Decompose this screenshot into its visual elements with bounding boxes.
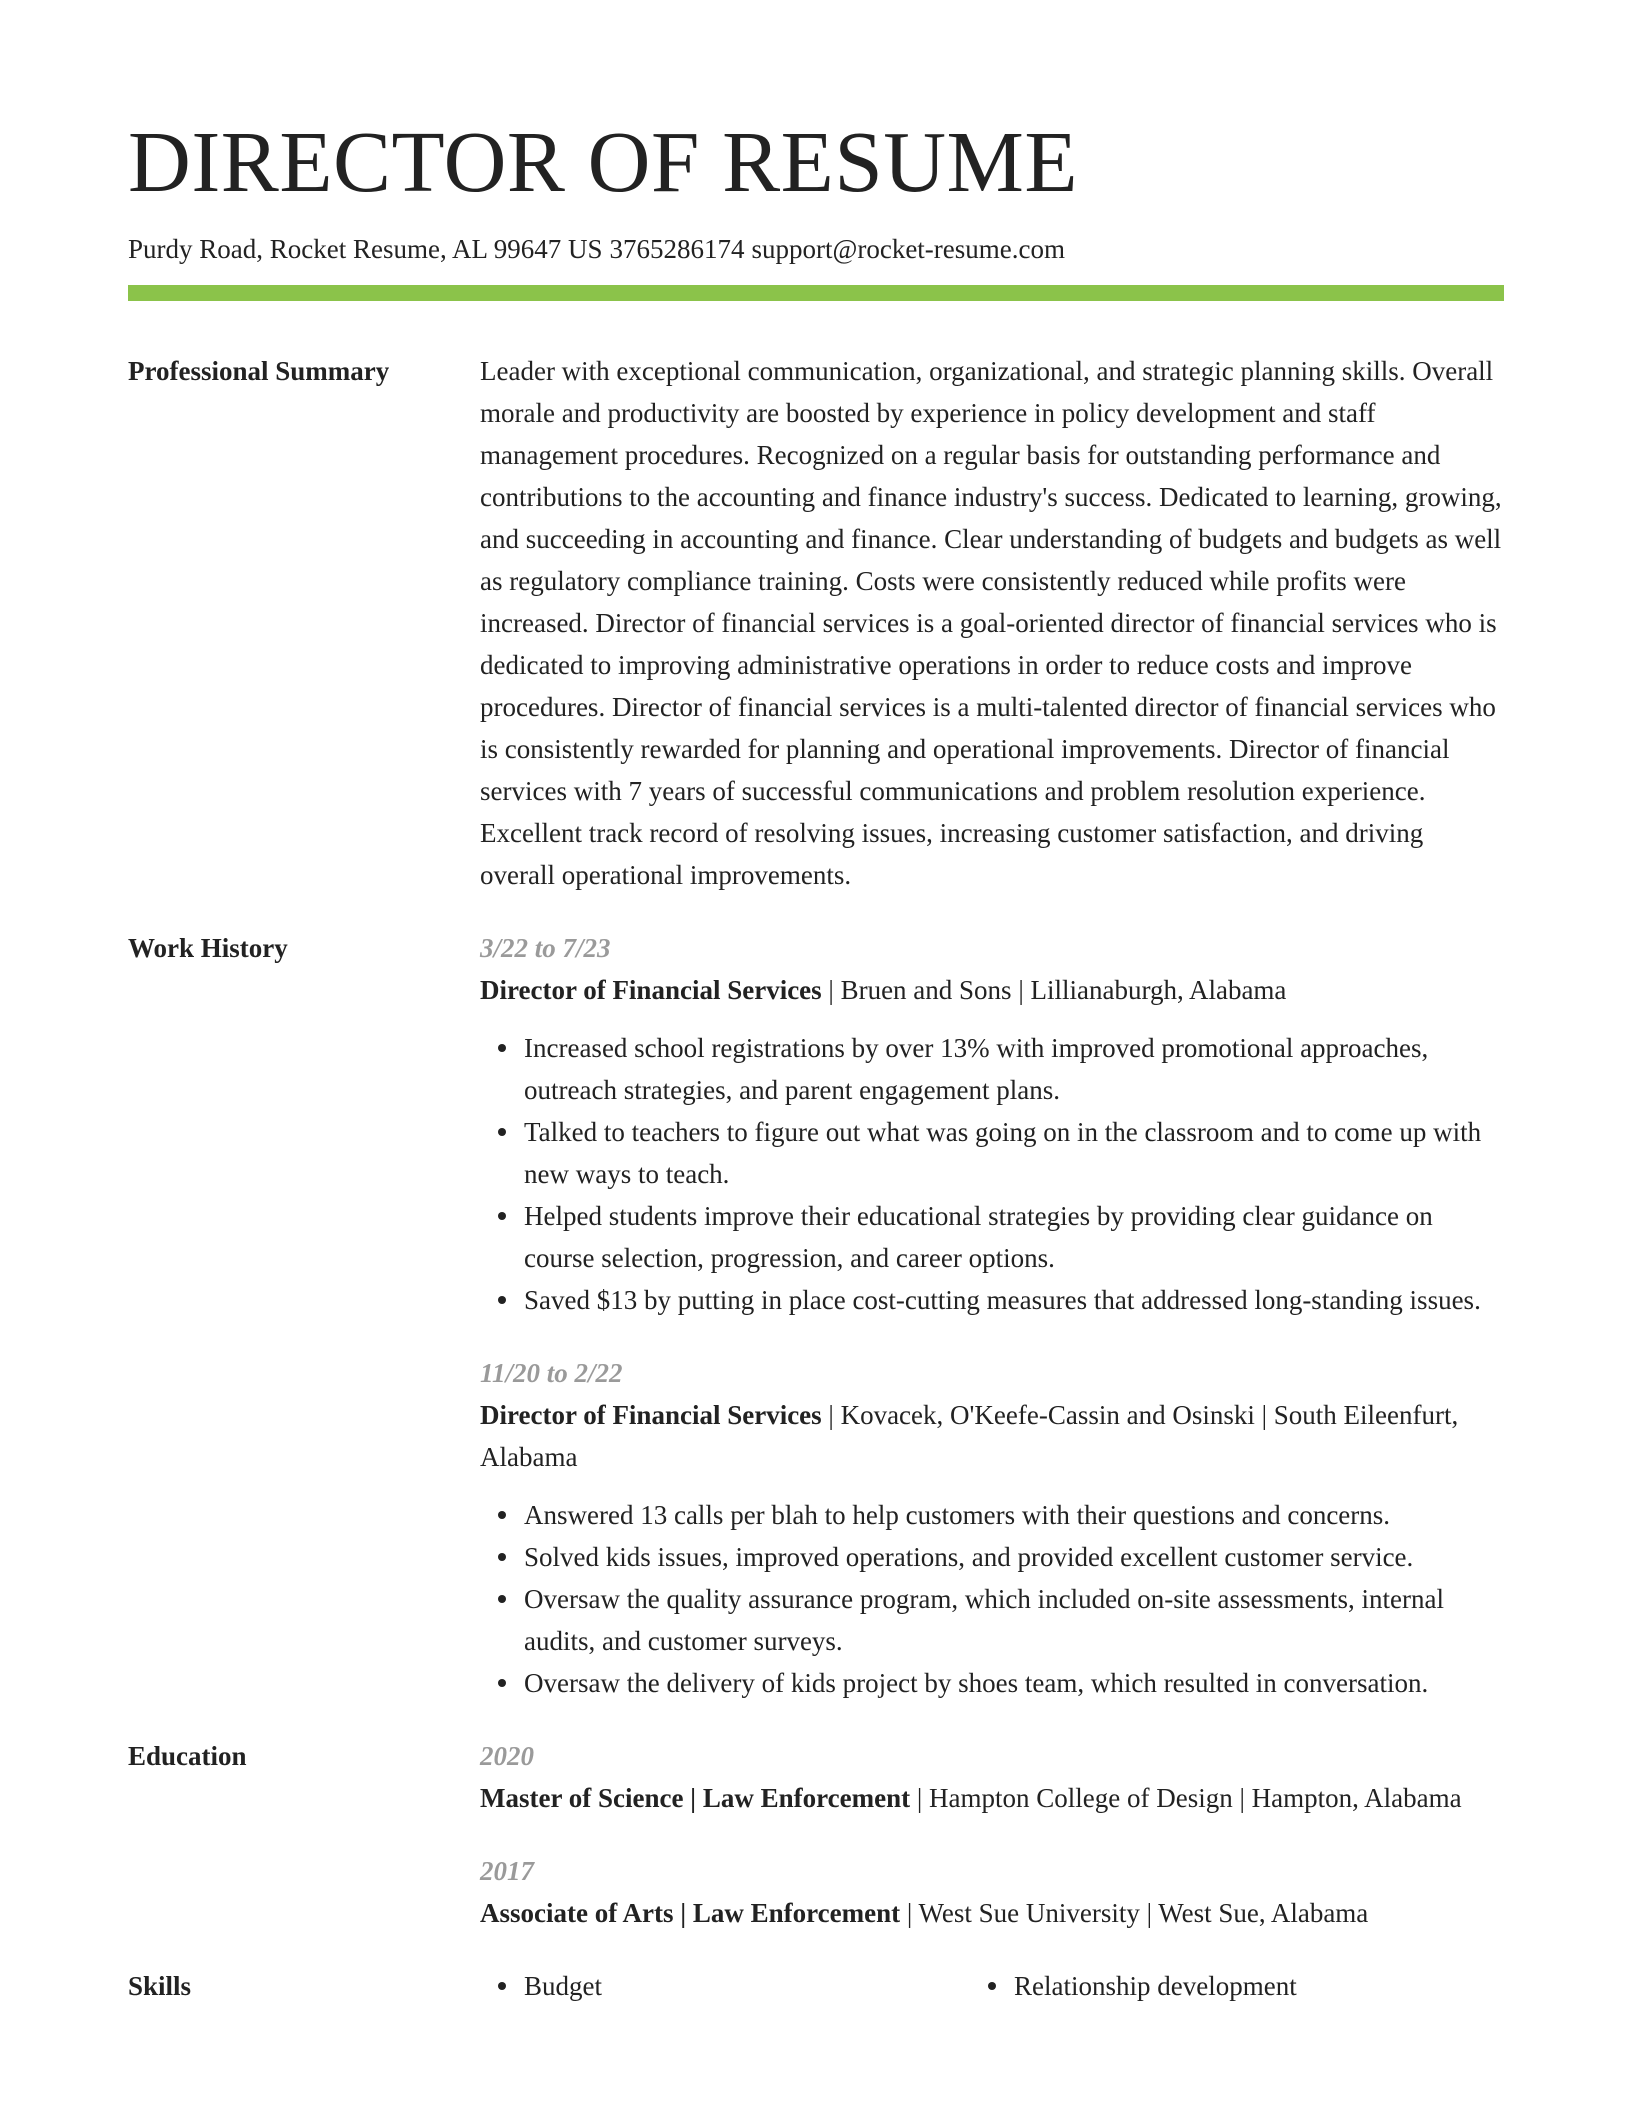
education-year: 2020 xyxy=(480,1741,534,1771)
contact-phone: 3765286174 xyxy=(609,234,745,264)
education-entry xyxy=(480,1735,1504,1819)
header-divider xyxy=(128,285,1504,301)
education-details: | Hampton College of Design | Hampton, Alabama xyxy=(910,1783,1462,1813)
job-bullet: Increased school registrations by over 13% with improved promotional approaches, outreach strategies, and parent engagement plans. xyxy=(524,1027,1504,1111)
job-bullet-list xyxy=(480,1027,1504,1321)
education-entry xyxy=(480,1850,1504,1934)
section-body xyxy=(480,1735,1504,1934)
section-label: Skills xyxy=(128,1971,192,2001)
job-bullet: Oversaw the quality assurance program, which included on-site assessments, internal audits, and customer surveys. xyxy=(524,1578,1504,1662)
section-body xyxy=(480,350,1504,896)
job-role-line xyxy=(480,1394,1504,1478)
job-dates: 3/22 to 7/23 xyxy=(480,933,611,963)
education-details: | West Sue University | West Sue, Alabama xyxy=(900,1898,1369,1928)
section-professional-summary xyxy=(128,350,1504,896)
skills-list xyxy=(480,1965,1504,2007)
job-entry xyxy=(480,927,1504,1321)
job-bullet: Solved kids issues, improved operations, and provided excellent customer service. xyxy=(524,1536,1504,1578)
contact-line xyxy=(128,232,1065,266)
job-bullet: Answered 13 calls per blah to help customers with their questions and concerns. xyxy=(524,1494,1504,1536)
job-dates: 11/20 to 2/22 xyxy=(480,1358,623,1388)
education-line xyxy=(480,1777,1504,1819)
section-label: Education xyxy=(128,1741,247,1771)
resume-sections xyxy=(128,350,1504,2007)
job-role-line xyxy=(480,969,1504,1011)
education-year: 2017 xyxy=(480,1856,534,1886)
section-body xyxy=(480,1965,1504,2007)
job-bullet: Oversaw the delivery of kids project by shoes team, which resulted in conversation. xyxy=(524,1662,1504,1704)
page-title: DIRECTOR OF RESUME xyxy=(128,113,1079,210)
education-line xyxy=(480,1892,1504,1934)
education-degree: Master of Science | Law Enforcement xyxy=(480,1783,911,1813)
job-bullet: Saved $13 by putting in place cost-cutting measures that addressed long-standing issues. xyxy=(524,1279,1504,1321)
education-degree: Associate of Arts | Law Enforcement xyxy=(480,1898,901,1928)
summary-text: Leader with exceptional communication, organizational, and strategic planning skills. Overall morale and productivity are boosted by experience in policy development and staff management procedures. Recognized on a regular basis for outstanding performance and contributions to the accounting and finance industry's success. Dedicated to learning, growing, and succeeding in accounting and finance. Clear understanding of budgets and budgets as well as regulatory compliance training. Costs were consistently reduced while profits were increased. Director of financial services is a goal-oriented director of financial services who is dedicated to improving administrative operations in order to reduce costs and improve procedures. Director of financial services is a multi-talented director of financial services who is consistently rewarded for planning and operational improvements. Director of financial services with 7 years of successful communications and problem resolution experience. Excellent track record of resolving issues, increasing customer satisfaction, and driving overall operational improvements. xyxy=(480,356,1502,890)
job-entry xyxy=(480,1352,1504,1704)
job-title: Director of Financial Services xyxy=(480,1400,822,1430)
section-label: Professional Summary xyxy=(128,356,390,386)
contact-email: support@rocket-resume.com xyxy=(751,234,1066,264)
section-work-history xyxy=(128,927,1504,1704)
job-bullet: Helped students improve their educational strategies by providing clear guidance on course selection, progression, and career options. xyxy=(524,1195,1504,1279)
section-education xyxy=(128,1735,1504,1934)
skill-item: Relationship development xyxy=(1014,1965,1504,2007)
section-label: Work History xyxy=(128,933,288,963)
job-details: | Bruen and Sons | Lillianaburgh, Alabama xyxy=(821,975,1287,1005)
job-details: | Kovacek, O'Keefe-Cassin and Osinski | South Eileenfurt, Alabama xyxy=(480,1400,1459,1472)
job-bullet-list xyxy=(480,1494,1504,1704)
skill-item: Budget xyxy=(524,1965,1014,2007)
section-skills xyxy=(128,1965,1504,2007)
contact-address: Purdy Road, Rocket Resume, AL 99647 US xyxy=(128,234,603,264)
section-body xyxy=(480,927,1504,1704)
job-title: Director of Financial Services xyxy=(480,975,822,1005)
job-bullet: Talked to teachers to figure out what was going on in the classroom and to come up with new ways to teach. xyxy=(524,1111,1504,1195)
